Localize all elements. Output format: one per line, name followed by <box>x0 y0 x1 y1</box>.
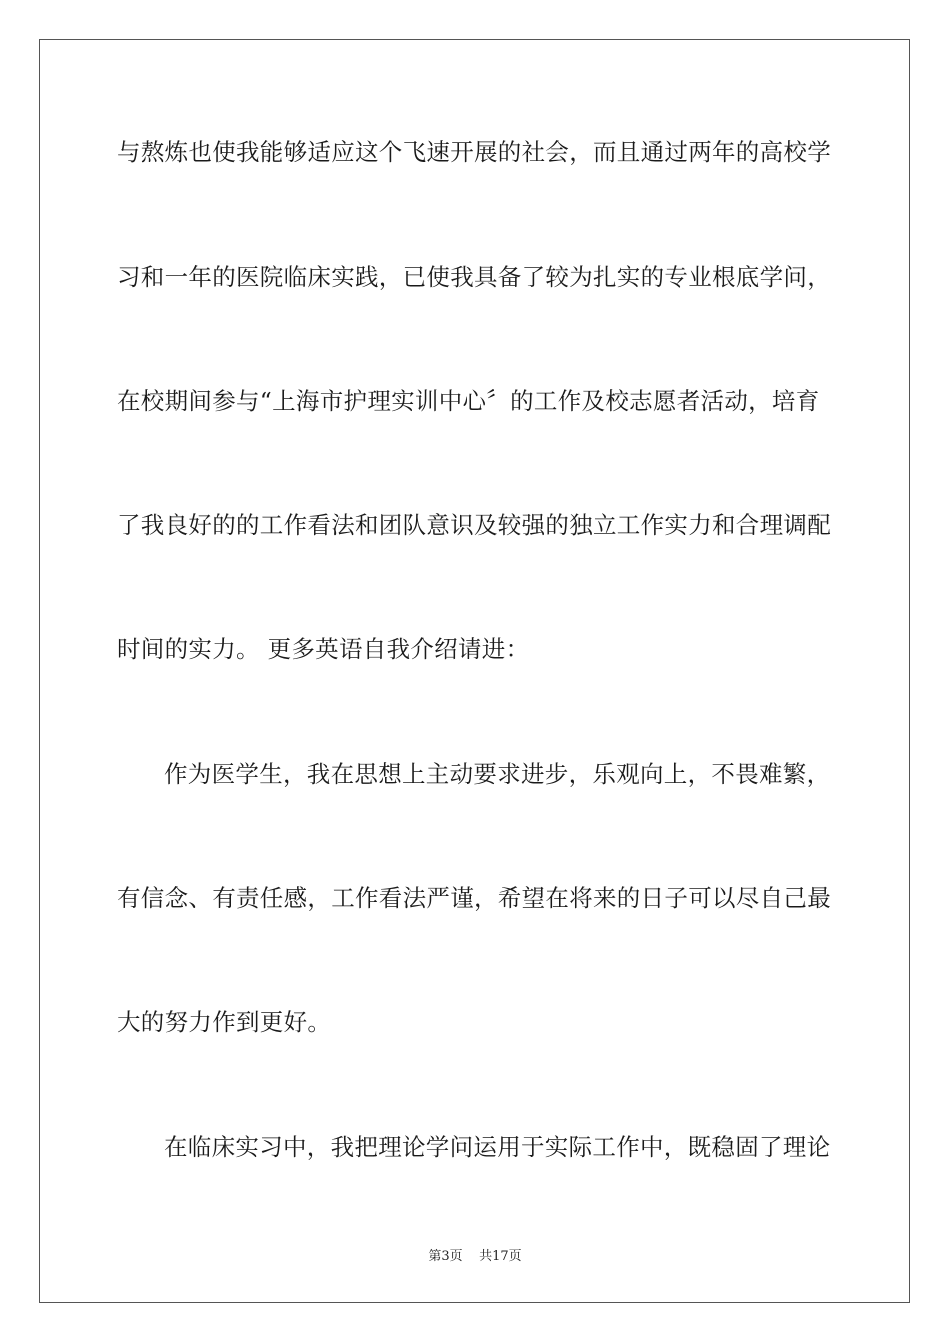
paragraph-2-line-3: 大的努力作到更好。 <box>117 1008 332 1036</box>
page-total: 共17页 <box>479 1249 522 1264</box>
body-text-line-3: 在校期间参与“上海市护理实训中心〞的工作及校志愿者活动，培育 <box>117 387 820 415</box>
body-text-line-1: 与熬炼也使我能够适应这个飞速开展的社会，而且通过两年的高校学 <box>117 138 831 166</box>
body-text-line-2: 习和一年的医院临床实践，已使我具备了较为扎实的专业根底学问， <box>117 263 831 291</box>
body-text-line-4: 了我良好的的工作看法和团队意识及较强的独立工作实力和合理调配 <box>117 511 831 539</box>
page-footer <box>0 1248 950 1266</box>
paragraph-2-line-1: 作为医学生，我在思想上主动要求进步，乐观向上，不畏难繁， <box>164 760 831 788</box>
page-number: 第3页 <box>428 1249 463 1264</box>
paragraph-3-line-1: 在临床实习中，我把理论学问运用于实际工作中，既稳固了理论 <box>164 1133 831 1161</box>
paragraph-2-line-2: 有信念、有责任感，工作看法严谨，希望在将来的日子可以尽自己最 <box>117 884 831 912</box>
page-border <box>39 39 910 1303</box>
body-text-line-5: 时间的实力。 更多英语自我介绍请进： <box>117 635 530 663</box>
